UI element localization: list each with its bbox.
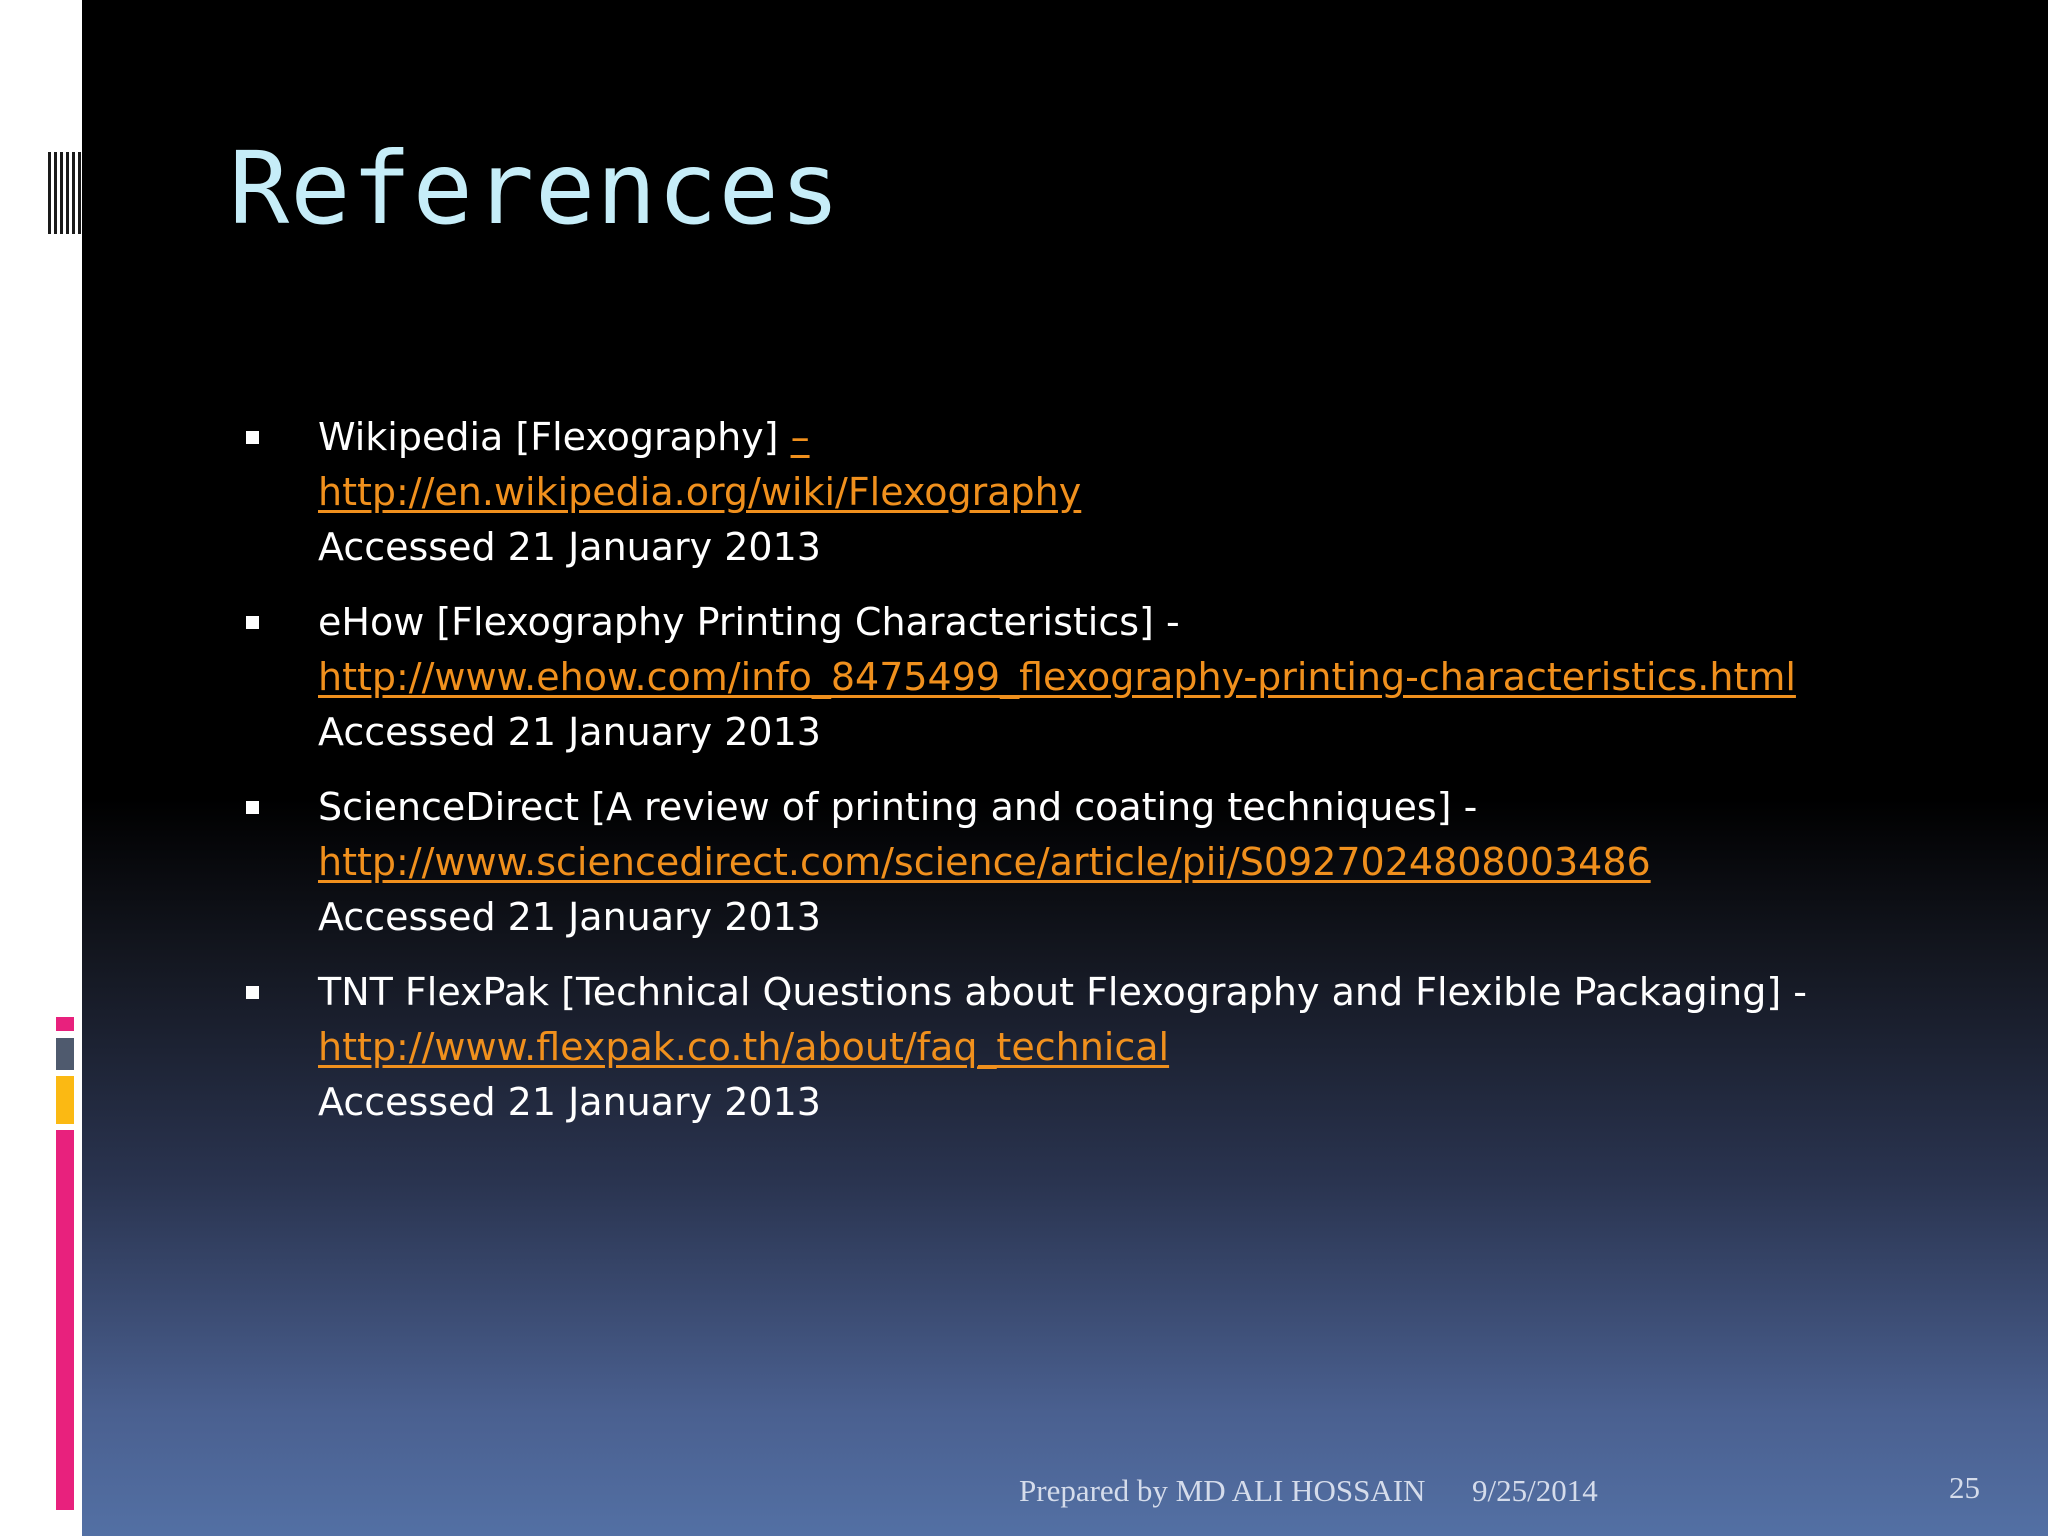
slide (82, 0, 2048, 1536)
reference-title-line (318, 410, 1962, 465)
reference-list (242, 410, 1962, 1150)
bullet-icon (246, 616, 259, 629)
slide-title: References (229, 130, 842, 247)
accent-bar-pink (56, 1130, 74, 1510)
reference-item (242, 595, 1962, 760)
reference-accessed: Accessed 21 January 2013 (318, 895, 821, 939)
accent-bar-yellow (56, 1076, 74, 1124)
reference-item (242, 965, 1962, 1130)
bullet-icon (246, 986, 259, 999)
reference-url-link[interactable]: http://en.wikipedia.org/wiki/Flexography (318, 470, 1082, 514)
bullet-icon (246, 431, 259, 444)
reference-item (242, 780, 1962, 945)
vertical-lines-decoration (48, 152, 82, 234)
slide-number: 25 (1949, 1470, 1980, 1505)
reference-accessed: Accessed 21 January 2013 (318, 710, 821, 754)
reference-url-link[interactable]: http://www.ehow.com/info_8475499_flexography-printing-characteristics.html (318, 655, 1796, 699)
reference-title: Wikipedia [Flexography] (318, 415, 791, 459)
reference-url-link[interactable]: http://www.sciencedirect.com/science/article/pii/S0927024808003486 (318, 840, 1651, 884)
reference-accessed: Accessed 21 January 2013 (318, 525, 821, 569)
footer-date: 9/25/2014 (1472, 1473, 1598, 1508)
left-decoration-strip (0, 0, 82, 1536)
bullet-icon (246, 801, 259, 814)
reference-title: ScienceDirect [A review of printing and coating techniques] - (318, 785, 1478, 829)
accent-bar-gray (56, 1038, 74, 1070)
footer-author: Prepared by MD ALI HOSSAIN (1019, 1473, 1426, 1508)
reference-title: eHow [Flexography Printing Characteristics] - (318, 600, 1180, 644)
reference-url-link[interactable]: http://www.flexpak.co.th/about/faq_technical (318, 1025, 1170, 1069)
reference-accessed: Accessed 21 January 2013 (318, 1080, 821, 1124)
reference-dash-link[interactable]: – (790, 415, 810, 459)
accent-bar-pink-small (56, 1017, 74, 1031)
reference-item (242, 410, 1962, 575)
reference-title: TNT FlexPak [Technical Questions about Flexography and Flexible Packaging] - (318, 970, 1807, 1014)
